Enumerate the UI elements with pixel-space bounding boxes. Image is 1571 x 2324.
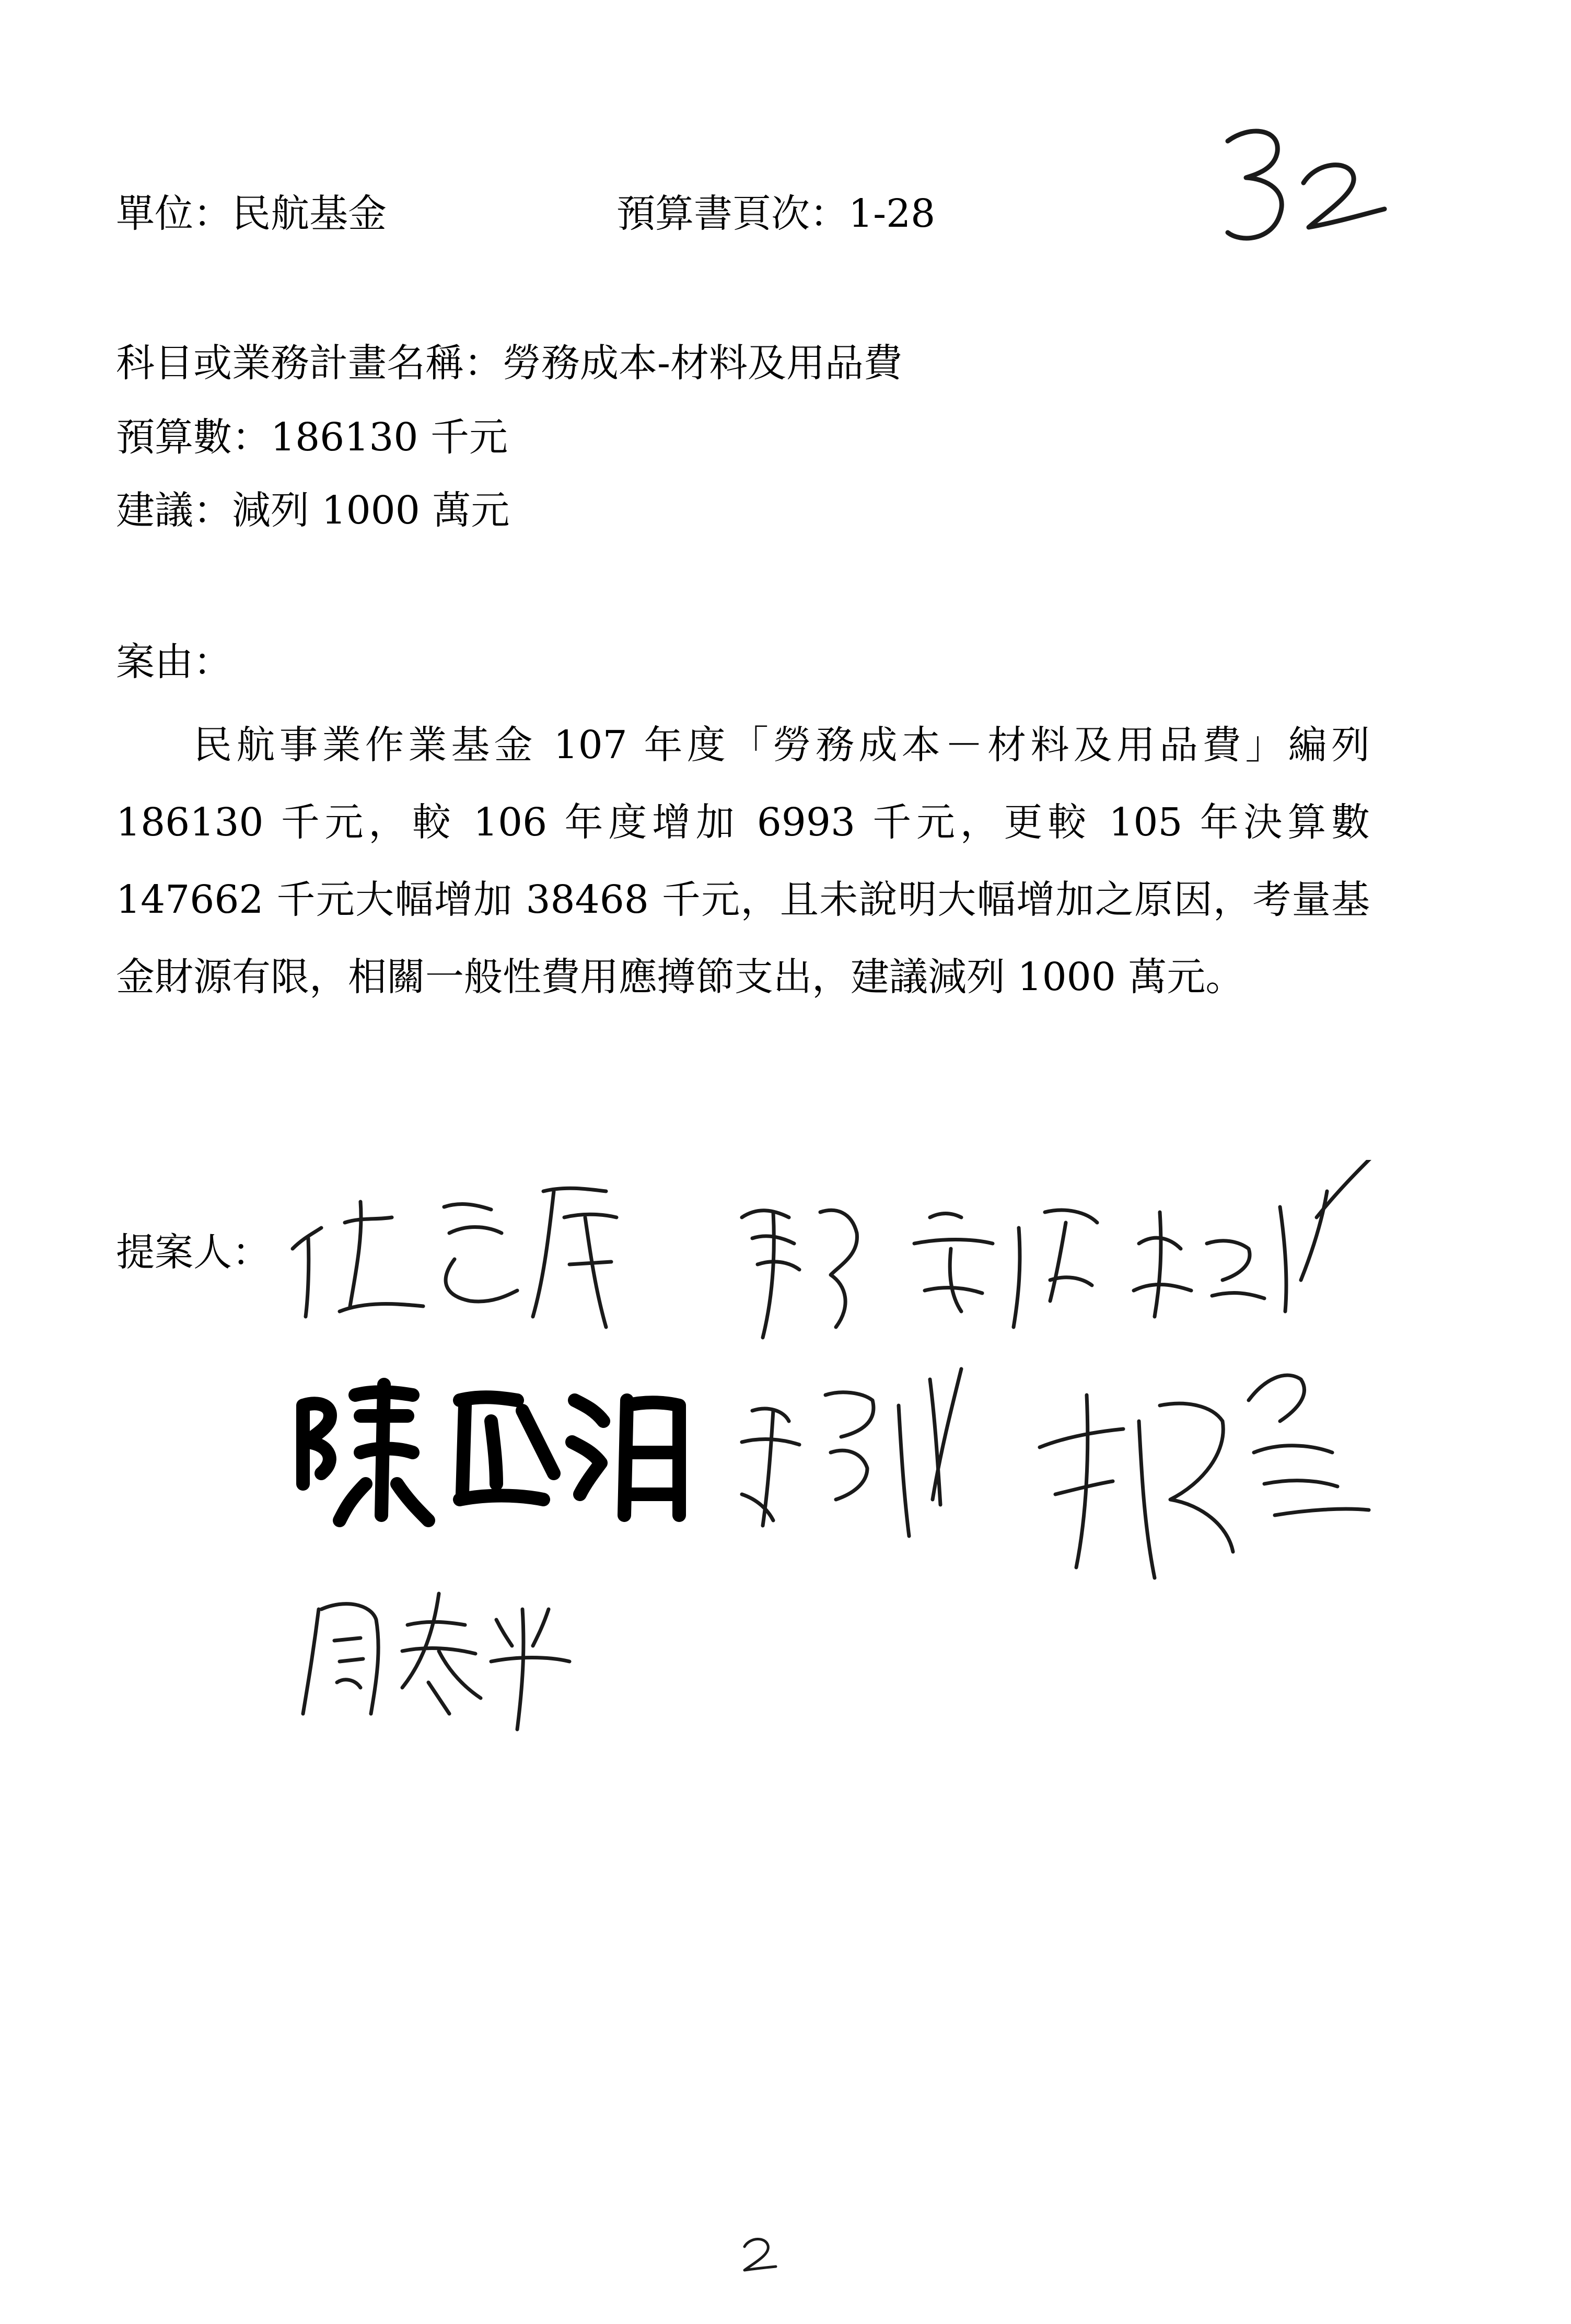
handwritten-signature-icon [1040, 1375, 1369, 1578]
reason-body: 民航事業作業基金 107 年度「勞務成本－材料及用品費」編列 186130 千元，較 106 年度增加 6993 千元，更較 105 年決算數 147662 千元大幅增加 38468 千元，且未說明大幅增加之原因，考量基金財源有限，相關一般性費用應撙節支出，建議減列 1000 萬元。 [116, 723, 1370, 1000]
budget-label: 預算數： [116, 415, 271, 460]
proposer-signatures [272, 1160, 1473, 1735]
page-reference-line [616, 191, 936, 236]
suggestion-label: 建議： [116, 488, 232, 533]
subject-label: 科目或業務計畫名稱： [116, 341, 503, 386]
budget-line [116, 415, 508, 460]
page-reference-value: 1-28 [848, 191, 936, 236]
handwritten-signature-icon [742, 1369, 961, 1536]
handwritten-signature-icon [303, 1594, 569, 1729]
suggestion-value: 減列 1000 萬元 [232, 488, 510, 533]
subject-line [116, 341, 903, 386]
page-reference-label: 預算書頁次： [616, 191, 848, 236]
handwritten-signature-icon [293, 1188, 616, 1327]
handwritten-signature-icon [303, 1385, 679, 1520]
subject-value: 勞務成本-材料及用品費 [503, 341, 903, 386]
handwritten-signature-icon [742, 1210, 1097, 1338]
budget-value: 186130 千元 [271, 415, 508, 460]
unit-label: 單位： [116, 191, 232, 236]
unit-line [116, 191, 387, 236]
unit-value: 民航基金 [232, 191, 387, 236]
suggestion-line [116, 488, 510, 533]
handwritten-signature-icon [1134, 1160, 1374, 1317]
proposer-label: 提案人： [116, 1230, 271, 1275]
reason-label: 案由： [116, 640, 232, 684]
